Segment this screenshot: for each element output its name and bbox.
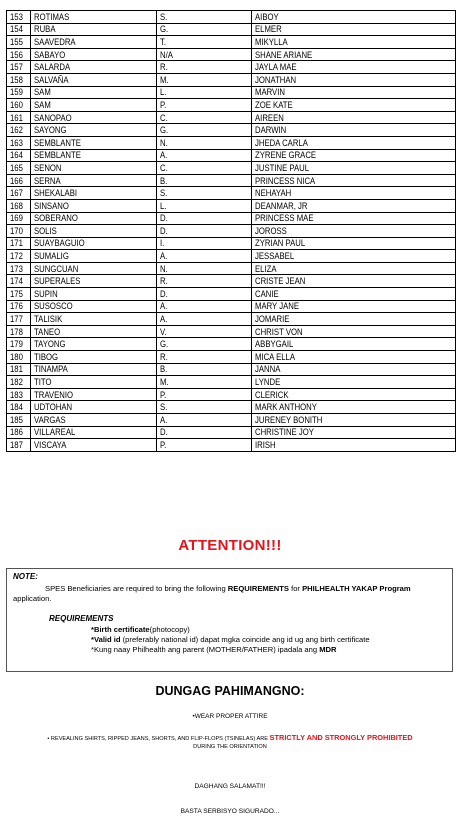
- last-name-cell: SENON: [31, 162, 157, 175]
- first-name-cell: CHRIST VON: [252, 325, 456, 338]
- row-number-cell: 162: [7, 124, 31, 137]
- middle-initial-cell: I.: [157, 237, 252, 250]
- last-name-cell: SUPERALES: [31, 275, 157, 288]
- middle-initial-cell: V.: [157, 325, 252, 338]
- last-name-cell: SALARDA: [31, 61, 157, 74]
- attention-heading: ATTENTION!!!: [178, 537, 282, 554]
- middle-initial-cell: G.: [157, 124, 252, 137]
- table-row: [7, 136, 456, 149]
- first-name-cell: JOROSS: [252, 225, 456, 238]
- row-number-cell: 169: [7, 212, 31, 225]
- middle-initial-cell: R.: [157, 351, 252, 364]
- middle-initial-cell: L.: [157, 86, 252, 99]
- last-name-cell: TRAVENIO: [31, 388, 157, 401]
- middle-initial-cell: A.: [157, 300, 252, 313]
- row-number-cell: 165: [7, 162, 31, 175]
- table-row: [7, 300, 456, 313]
- first-name-cell: DARWIN: [252, 124, 456, 137]
- table-row: [7, 23, 456, 36]
- table-row: [7, 388, 456, 401]
- table-row: [7, 414, 456, 427]
- note-box: [6, 568, 453, 672]
- first-name-cell: CLERICK: [252, 388, 456, 401]
- row-number-cell: 166: [7, 174, 31, 187]
- row-number-cell: 175: [7, 288, 31, 301]
- last-name-cell: TITO: [31, 376, 157, 389]
- first-name-cell: JHEDA CARLA: [252, 136, 456, 149]
- row-number-cell: 186: [7, 426, 31, 439]
- middle-initial-cell: T.: [157, 36, 252, 49]
- note-requirements-word: REQUIREMENTS: [227, 584, 289, 593]
- last-name-cell: TANEO: [31, 325, 157, 338]
- middle-initial-cell: N.: [157, 136, 252, 149]
- table-row: [7, 363, 456, 376]
- table-row: [7, 61, 456, 74]
- last-name-cell: SEMBLANTE: [31, 149, 157, 162]
- first-name-cell: PRINCESS MAE: [252, 212, 456, 225]
- middle-initial-cell: A.: [157, 250, 252, 263]
- row-number-cell: 171: [7, 237, 31, 250]
- middle-initial-cell: M.: [157, 376, 252, 389]
- table-row: [7, 338, 456, 351]
- row-number-cell: 153: [7, 11, 31, 24]
- last-name-cell: SAYONG: [31, 124, 157, 137]
- last-name-cell: VARGAS: [31, 414, 157, 427]
- reminder-attire: •WEAR PROPER ATTIRE: [192, 713, 268, 720]
- middle-initial-cell: A.: [157, 313, 252, 326]
- middle-initial-cell: D.: [157, 225, 252, 238]
- first-name-cell: PRINCESS NICA: [252, 174, 456, 187]
- middle-initial-cell: A.: [157, 414, 252, 427]
- table-row: [7, 199, 456, 212]
- row-number-cell: 176: [7, 300, 31, 313]
- table-row: [7, 426, 456, 439]
- middle-initial-cell: N/A: [157, 48, 252, 61]
- last-name-cell: SUSOSCO: [31, 300, 157, 313]
- table-row: [7, 376, 456, 389]
- middle-initial-cell: C.: [157, 162, 252, 175]
- first-name-cell: JAYLA MAE: [252, 61, 456, 74]
- note-program-name: PHILHEALTH YAKAP Program: [302, 584, 411, 593]
- note-label: NOTE:: [13, 572, 38, 581]
- first-name-cell: JANNA: [252, 363, 456, 376]
- reminder-prohibited-clothing: • REVEALING SHIRTS, RIPPED JEANS, SHORTS, AND FLIP-FLOPS (TSINELAS) ARE STRICTLY AND STRONGLY PROHIBITED: [47, 733, 413, 742]
- first-name-cell: JUSTINE PAUL: [252, 162, 456, 175]
- row-number-cell: 177: [7, 313, 31, 326]
- last-name-cell: RUBA: [31, 23, 157, 36]
- first-name-cell: MIKYLLA: [252, 36, 456, 49]
- table-row: [7, 325, 456, 338]
- row-number-cell: 159: [7, 86, 31, 99]
- table-row: [7, 99, 456, 112]
- middle-initial-cell: S.: [157, 11, 252, 24]
- middle-initial-cell: R.: [157, 275, 252, 288]
- middle-initial-cell: L.: [157, 199, 252, 212]
- last-name-cell: SALVAÑA: [31, 73, 157, 86]
- middle-initial-cell: P.: [157, 99, 252, 112]
- table-row: [7, 351, 456, 364]
- first-name-cell: ELIZA: [252, 262, 456, 275]
- prohibited-warning: STRICTLY AND STRONGLY PROHIBITED: [269, 733, 413, 742]
- last-name-cell: SUAYBAGUIO: [31, 237, 157, 250]
- row-number-cell: 157: [7, 61, 31, 74]
- last-name-cell: SERNA: [31, 174, 157, 187]
- beneficiary-table-body: [7, 11, 456, 452]
- requirements-title: REQUIREMENTS: [49, 614, 114, 623]
- row-number-cell: 158: [7, 73, 31, 86]
- row-number-cell: 181: [7, 363, 31, 376]
- last-name-cell: SOLIS: [31, 225, 157, 238]
- row-number-cell: 178: [7, 325, 31, 338]
- last-name-cell: UDTOHAN: [31, 401, 157, 414]
- table-row: [7, 73, 456, 86]
- first-name-cell: LYNDE: [252, 376, 456, 389]
- first-name-cell: ZYRIAN PAUL: [252, 237, 456, 250]
- middle-initial-cell: A.: [157, 149, 252, 162]
- first-name-cell: AIREEN: [252, 111, 456, 124]
- requirements-list: [91, 625, 451, 655]
- note-text-2: for: [288, 584, 303, 593]
- last-name-cell: TINAMPA: [31, 363, 157, 376]
- last-name-cell: SUMALIG: [31, 250, 157, 263]
- first-name-cell: JURENEY BONITH: [252, 414, 456, 427]
- first-name-cell: ZYRENE GRACE: [252, 149, 456, 162]
- requirement-valid-id: *Valid id (preferably national id) dapat mgka coincide ang id ug ang birth certificate: [91, 635, 370, 644]
- first-name-cell: ELMER: [252, 23, 456, 36]
- row-number-cell: 187: [7, 439, 31, 452]
- row-number-cell: 179: [7, 338, 31, 351]
- thanks-text: DAGHANG SALAMAT!!!: [194, 783, 266, 790]
- last-name-cell: SUNGCUAN: [31, 262, 157, 275]
- row-number-cell: 160: [7, 99, 31, 112]
- requirement-mdr: *Kung naay Philhealth ang parent (MOTHER/FATHER) ipadala ang MDR: [91, 645, 337, 654]
- middle-initial-cell: G.: [157, 338, 252, 351]
- middle-initial-cell: M.: [157, 73, 252, 86]
- row-number-cell: 163: [7, 136, 31, 149]
- table-row: [7, 149, 456, 162]
- row-number-cell: 172: [7, 250, 31, 263]
- row-number-cell: 174: [7, 275, 31, 288]
- last-name-cell: SAAVEDRA: [31, 36, 157, 49]
- first-name-cell: DEANMAR, JR: [252, 199, 456, 212]
- row-number-cell: 173: [7, 262, 31, 275]
- table-row: [7, 111, 456, 124]
- first-name-cell: NEHAYAH: [252, 187, 456, 200]
- middle-initial-cell: S.: [157, 401, 252, 414]
- table-row: [7, 225, 456, 238]
- row-number-cell: 168: [7, 199, 31, 212]
- last-name-cell: ROTIMAS: [31, 11, 157, 24]
- row-number-cell: 164: [7, 149, 31, 162]
- reminder-during-orientation: DURING THE ORIENTATION: [193, 744, 267, 750]
- last-name-cell: SEMBLANTE: [31, 136, 157, 149]
- last-name-cell: SABAYO: [31, 48, 157, 61]
- first-name-cell: SHANE ARIANE: [252, 48, 456, 61]
- table-row: [7, 439, 456, 452]
- note-paragraph: [13, 584, 443, 604]
- middle-initial-cell: G.: [157, 23, 252, 36]
- first-name-cell: JESSABEL: [252, 250, 456, 263]
- last-name-cell: TIBOG: [31, 351, 157, 364]
- row-number-cell: 161: [7, 111, 31, 124]
- first-name-cell: MICA ELLA: [252, 351, 456, 364]
- table-row: [7, 11, 456, 24]
- row-number-cell: 185: [7, 414, 31, 427]
- middle-initial-cell: S.: [157, 187, 252, 200]
- note-text-3: application.: [13, 594, 52, 603]
- table-row: [7, 275, 456, 288]
- row-number-cell: 155: [7, 36, 31, 49]
- last-name-cell: SOBERANO: [31, 212, 157, 225]
- first-name-cell: CHRISTINE JOY: [252, 426, 456, 439]
- first-name-cell: ABBYGAIL: [252, 338, 456, 351]
- first-name-cell: CRISTE JEAN: [252, 275, 456, 288]
- table-row: [7, 86, 456, 99]
- last-name-cell: SINSANO: [31, 199, 157, 212]
- first-name-cell: IRISH: [252, 439, 456, 452]
- middle-initial-cell: D.: [157, 426, 252, 439]
- middle-initial-cell: B.: [157, 363, 252, 376]
- middle-initial-cell: B.: [157, 174, 252, 187]
- table-row: [7, 162, 456, 175]
- last-name-cell: TALISIK: [31, 313, 157, 326]
- row-number-cell: 154: [7, 23, 31, 36]
- row-number-cell: 167: [7, 187, 31, 200]
- last-name-cell: SUPIN: [31, 288, 157, 301]
- note-text-1: SPES Beneficiaries are required to bring the following: [45, 584, 228, 593]
- table-row: [7, 48, 456, 61]
- last-name-cell: VISCAYA: [31, 439, 157, 452]
- first-name-cell: ZOE KATE: [252, 99, 456, 112]
- requirement-birth-certificate: *Birth certificate(photocopy): [91, 625, 190, 634]
- table-row: [7, 174, 456, 187]
- row-number-cell: 182: [7, 376, 31, 389]
- middle-initial-cell: D.: [157, 212, 252, 225]
- closing-slogan: BASTA SERBISYO SIGURADO...: [180, 808, 280, 815]
- row-number-cell: 180: [7, 351, 31, 364]
- reminders-title: DUNGAG PAHIMANGNO:: [155, 684, 305, 698]
- middle-initial-cell: R.: [157, 61, 252, 74]
- table-row: [7, 401, 456, 414]
- first-name-cell: MARY JANE: [252, 300, 456, 313]
- table-row: [7, 187, 456, 200]
- first-name-cell: MARK ANTHONY: [252, 401, 456, 414]
- last-name-cell: TAYONG: [31, 338, 157, 351]
- table-row: [7, 36, 456, 49]
- table-row: [7, 212, 456, 225]
- middle-initial-cell: P.: [157, 439, 252, 452]
- table-row: [7, 262, 456, 275]
- table-row: [7, 313, 456, 326]
- last-name-cell: SAM: [31, 86, 157, 99]
- table-row: [7, 124, 456, 137]
- middle-initial-cell: D.: [157, 288, 252, 301]
- first-name-cell: AIBOY: [252, 11, 456, 24]
- row-number-cell: 156: [7, 48, 31, 61]
- first-name-cell: JOMARIE: [252, 313, 456, 326]
- table-row: [7, 250, 456, 263]
- last-name-cell: SANOPAO: [31, 111, 157, 124]
- last-name-cell: SHEKALABI: [31, 187, 157, 200]
- beneficiary-table: [6, 10, 456, 452]
- first-name-cell: CANIE: [252, 288, 456, 301]
- table-row: [7, 237, 456, 250]
- first-name-cell: JONATHAN: [252, 73, 456, 86]
- middle-initial-cell: N.: [157, 262, 252, 275]
- row-number-cell: 170: [7, 225, 31, 238]
- first-name-cell: MARVIN: [252, 86, 456, 99]
- last-name-cell: SAM: [31, 99, 157, 112]
- middle-initial-cell: P.: [157, 388, 252, 401]
- row-number-cell: 184: [7, 401, 31, 414]
- last-name-cell: VILLAREAL: [31, 426, 157, 439]
- table-row: [7, 288, 456, 301]
- row-number-cell: 183: [7, 388, 31, 401]
- middle-initial-cell: C.: [157, 111, 252, 124]
